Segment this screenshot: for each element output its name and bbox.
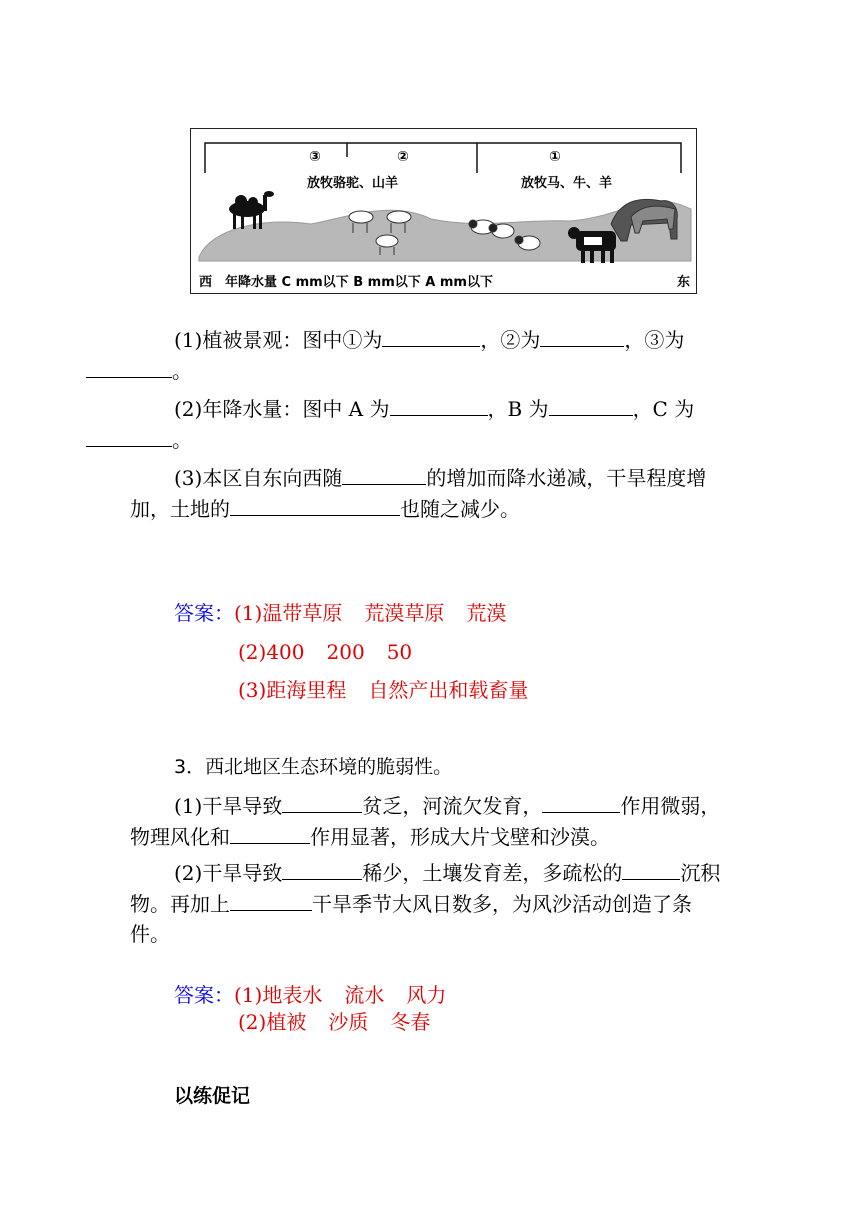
answer1-l1-a: (1)温带草原: [234, 601, 343, 625]
s3-p1-c: 作用微弱，物理风化和: [130, 794, 721, 849]
answer1-l2-c: 50: [386, 640, 413, 664]
q3-blank-2[interactable]: [230, 493, 400, 516]
answer2-l1-b: 流水: [344, 983, 385, 1007]
east-direction-label: 东: [677, 275, 691, 290]
s3-p2-a: (2)干旱导致: [174, 861, 283, 885]
section-3-title: 3．西北地区生态环境的脆弱性。: [174, 756, 453, 778]
s3-p2-d: 干旱季节大风日数多，为风沙活动创造了条件。: [130, 892, 692, 946]
answer2-l2-c: 冬春: [390, 1010, 431, 1034]
question-3: [130, 462, 730, 524]
answer1-l2-a: (2)400: [238, 640, 305, 664]
question-1: [130, 324, 730, 386]
s3-p2-blank-1[interactable]: [282, 857, 362, 880]
q1-prefix: (1)植被景观：图中①为: [174, 328, 383, 352]
q3-prefix: (3)本区自东向西随: [174, 466, 343, 490]
q2-blank-2[interactable]: [549, 393, 633, 416]
question-2: [130, 393, 730, 455]
q3-blank-1[interactable]: [342, 462, 426, 485]
q1-blank-3[interactable]: [86, 355, 172, 378]
answer2-l2-b: 沙质: [328, 1010, 369, 1034]
s3-p2-blank-3[interactable]: [230, 888, 312, 911]
answer1-l1-c: 荒漠: [466, 601, 507, 625]
practice-heading: 以练促记: [174, 1085, 251, 1107]
answer-1-line-2: [238, 637, 838, 667]
answer-block-2: [174, 980, 774, 1010]
west-direction-label: 西: [199, 275, 213, 290]
q2-blank-3[interactable]: [86, 424, 172, 447]
answer1-l3-a: (3)距海里程: [238, 678, 347, 702]
answer-label: 答案：: [174, 983, 234, 1007]
q1-blank-1[interactable]: [382, 324, 480, 347]
region-marker-3: ③: [309, 149, 321, 165]
answer1-l3-b: 自然产出和载畜量: [368, 678, 529, 702]
region-marker-2: ②: [397, 149, 409, 165]
answer-block-1: [174, 598, 774, 628]
q3-mid1: 的增加而降水递减，干旱程度增加，土地的: [130, 466, 707, 521]
region-marker-1: ①: [549, 149, 561, 165]
q2-mid2: ，C 为: [632, 397, 695, 421]
s3-p1-a: (1)干旱导致: [174, 794, 283, 818]
q1-mid1: ，②为: [480, 328, 541, 352]
s3-p2-blank-2[interactable]: [622, 857, 680, 880]
q3-end: 也随之减少。: [400, 497, 520, 521]
s3-p2-c: 沉积物。再加上: [130, 861, 721, 916]
s3-p1-blank-3[interactable]: [230, 821, 310, 844]
region-brackets: [205, 143, 681, 173]
section-3-paragraph-2: [130, 857, 730, 949]
q1-end: 。: [172, 359, 192, 383]
s3-p1-blank-1[interactable]: [282, 790, 362, 813]
s3-p2-b: 稀少，土壤发育差，多疏松的: [362, 861, 623, 885]
s3-p1-d: 作用显著，形成大片戈壁和沙漠。: [310, 825, 610, 849]
s3-p1-blank-2[interactable]: [542, 790, 620, 813]
answer-label: 答案：: [174, 601, 234, 625]
east-herd-label: 放牧马、牛、羊: [521, 176, 613, 191]
answer-2-line-2: [238, 1007, 838, 1037]
answer1-l2-b: 200: [326, 640, 365, 664]
s3-p1-b: 贫乏，河流欠发育，: [362, 794, 543, 818]
answer2-l1-a: (1)地表水: [234, 983, 323, 1007]
q2-end: 。: [172, 428, 192, 452]
q2-prefix: (2)年降水量：图中 A 为: [174, 397, 390, 421]
section-3-paragraph-1: [130, 790, 730, 852]
west-herd-label: 放牧骆驼、山羊: [307, 176, 399, 191]
precipitation-caption: 年降水量 C mm以下 B mm以下 A mm以下: [225, 275, 493, 290]
answer2-l2-a: (2)植被: [238, 1010, 307, 1034]
answer1-l1-b: 荒漠草原: [364, 601, 445, 625]
answer-1-line-3: [238, 675, 838, 705]
q1-blank-2[interactable]: [540, 324, 624, 347]
q2-mid1: ，B 为: [487, 397, 549, 421]
q2-blank-1[interactable]: [390, 393, 488, 416]
answer2-l1-c: 风力: [406, 983, 447, 1007]
grazing-diagram: [190, 128, 697, 294]
q1-mid2: ，③为: [624, 328, 685, 352]
